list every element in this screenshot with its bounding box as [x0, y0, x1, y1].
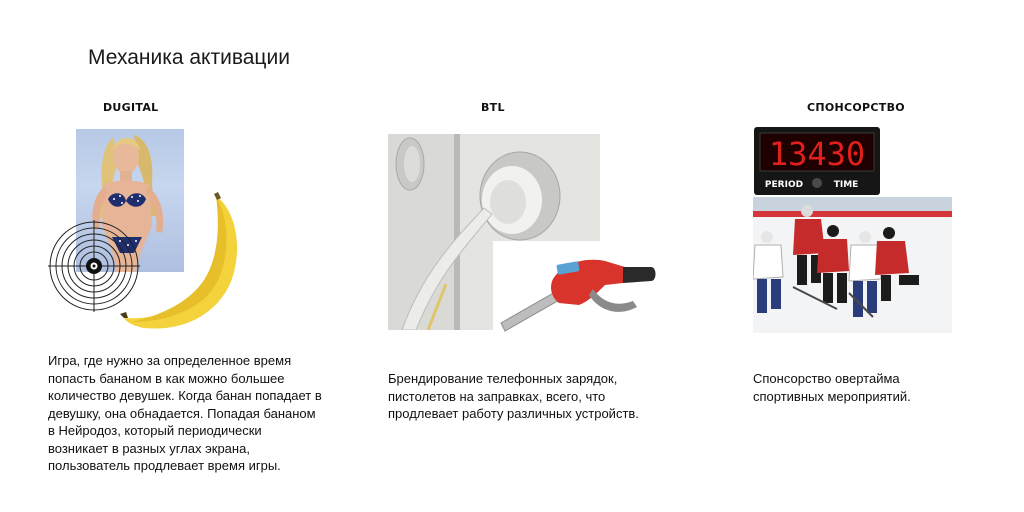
text-line: в Нейродоз, который периодически	[48, 423, 262, 438]
text-line: возникает в разных углах экрана,	[48, 440, 250, 456]
scoreboard-digits: 13430	[768, 135, 866, 173]
digital-description	[48, 352, 368, 475]
slide-title: Механика активации	[88, 46, 290, 69]
column-heading-digital: DUGITAL	[103, 101, 159, 114]
sponsorship-description	[753, 370, 993, 405]
text-line: Спонсорство овертайма	[753, 371, 900, 386]
scoreboard-time-label: TIME	[833, 180, 859, 190]
text-line: пистолетов на заправках, всего, что	[388, 388, 606, 404]
hockey-photo	[753, 197, 952, 333]
scoreboard-image	[754, 127, 880, 195]
column-heading-sponsorship: СПОНСОРСТВО	[807, 101, 905, 114]
fuel-nozzle-image	[493, 241, 663, 345]
text-line: Игра, где нужно за определенное время	[48, 353, 292, 368]
scoreboard-period-label: PERIOD	[764, 180, 804, 190]
text-line: спортивных мероприятий.	[753, 388, 911, 404]
text-line: попасть бананом в как можно большее	[48, 370, 285, 386]
text-line: Брендирование телефонных зарядок,	[388, 371, 618, 386]
text-line: количество девушек. Когда банан попадает в	[48, 388, 322, 403]
column-heading-btl: BTL	[481, 101, 505, 114]
text-line: продлевает работу различных устройств.	[388, 406, 639, 421]
btl-description	[388, 370, 698, 423]
text-line: девушку, она обнадается. Попадая бананом	[48, 405, 316, 421]
text-line: пользователь продлевает время игры.	[48, 458, 281, 473]
banana-image	[118, 190, 288, 340]
